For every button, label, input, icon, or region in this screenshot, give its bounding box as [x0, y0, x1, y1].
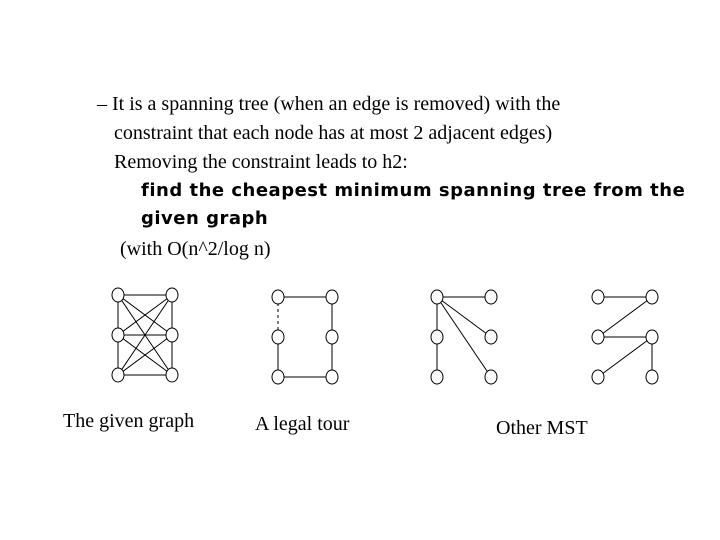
mst-star [431, 290, 497, 384]
node [431, 290, 443, 304]
bullet-line-3: Removing the constraint leads to h2: [114, 151, 408, 173]
node [592, 290, 604, 304]
legal-tour [272, 290, 338, 384]
node [646, 370, 658, 384]
node [646, 290, 658, 304]
caption-other-mst: Other MST [496, 417, 588, 439]
node [166, 328, 178, 342]
node [646, 330, 658, 344]
bullet-line-5: given graph [141, 208, 269, 229]
mst-zigzag [592, 290, 658, 384]
node [326, 330, 338, 344]
node [592, 370, 604, 384]
given-graph [112, 288, 178, 382]
bullet-line-2: constraint that each node has at most 2 adjacent edges) [114, 122, 553, 144]
node [112, 328, 124, 342]
caption-given-graph: The given graph [63, 410, 195, 432]
node [485, 330, 497, 344]
node [326, 290, 338, 304]
bullet-line-1: – It is a spanning tree (when an edge is removed) with the [97, 93, 561, 115]
node [485, 370, 497, 384]
edge [598, 337, 652, 377]
node [326, 370, 338, 384]
node [112, 368, 124, 382]
node [431, 330, 443, 344]
node [485, 290, 497, 304]
node [112, 288, 124, 302]
caption-legal-tour: A legal tour [255, 413, 350, 435]
edge [437, 297, 491, 337]
node [166, 288, 178, 302]
node [592, 330, 604, 344]
node [166, 368, 178, 382]
node [272, 370, 284, 384]
edge [598, 297, 652, 337]
bullet-line-4: find the cheapest minimum spanning tree from the [141, 180, 686, 201]
bullet-line-6: (with O(n^2/log n) [120, 238, 271, 260]
edge [437, 297, 491, 377]
node [272, 330, 284, 344]
node [272, 290, 284, 304]
node [431, 370, 443, 384]
